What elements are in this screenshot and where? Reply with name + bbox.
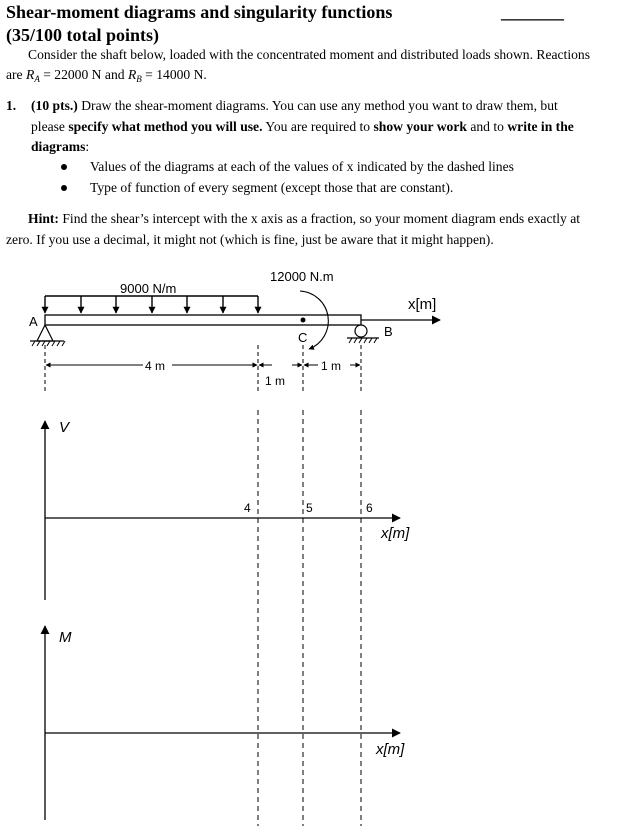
x-axis-label: x[m] (408, 296, 437, 313)
question-text-1: Draw the shear-moment diagrams. You can use any method you want to draw them, but (81, 98, 558, 113)
label-b: B (384, 324, 393, 339)
question-text-colon: : (85, 139, 90, 154)
score-blank: _______ (501, 2, 564, 22)
hint-text-1: Find the shear’s intercept with the x axis as a fraction, so your moment diagram ends exactly at (62, 211, 581, 226)
label-a: A (29, 314, 38, 329)
reaction-b-symbol: R (127, 67, 137, 82)
moment-axis-label: M (59, 629, 72, 646)
reaction-b-value: = 14000 N. (141, 67, 207, 82)
hint-label: Hint: (28, 211, 59, 226)
dim-1m-label-b: 1 m (321, 359, 342, 373)
tick-5: 5 (306, 501, 313, 515)
question-text-method: specify what method you will use. (68, 119, 263, 134)
question-text-show-work: show your work (373, 119, 467, 134)
dist-load-label: 9000 N/m (120, 281, 177, 296)
distributed-load (45, 296, 258, 313)
shear-x-label: x[m] (381, 525, 410, 542)
question-text-diagrams: diagrams (31, 139, 86, 154)
point-c-dot (301, 318, 306, 323)
question-text-write: write in the (507, 119, 574, 134)
shear-axis-label: V (59, 419, 70, 436)
tick-4: 4 (244, 501, 251, 515)
question-text-required: You are required to (265, 119, 371, 134)
roller-support-b (347, 325, 379, 343)
reaction-a-subscript: A (34, 74, 40, 84)
intro-line-1: Consider the shaft below, loaded with the concentrated moment and distributed loads shown. Reactions (28, 47, 590, 62)
moment-label: 12000 N.m (270, 269, 334, 284)
moment-diagram-axes (45, 626, 400, 820)
page-title: Shear-moment diagrams and singularity functions (6, 2, 393, 22)
question-text-please: please (31, 119, 65, 134)
shear-diagram-axes (45, 421, 400, 600)
intro-and: and (104, 67, 125, 82)
intro-are: are (6, 67, 23, 82)
dim-4m-label: 4 m (145, 359, 166, 373)
diagram-guide-lines (258, 410, 361, 826)
reaction-a-symbol: R (26, 67, 35, 82)
question-number: 1. (6, 98, 17, 113)
dimension-lines (45, 345, 361, 392)
question-text-and: and to (470, 119, 504, 134)
label-c: C (298, 330, 308, 345)
question-points: (10 pts.) (31, 98, 78, 113)
reaction-b-subscript: B (136, 74, 142, 84)
bullet-item-2: Type of function of every segment (except those that are constant). (90, 180, 454, 195)
bullet-item-1: Values of the diagrams at each of the values of x indicated by the dashed lines (90, 159, 514, 174)
shaft (45, 315, 361, 325)
tick-6: 6 (366, 501, 373, 515)
hint-line-2: zero. If you use a decimal, it might not (which is fine, just be aware that it might happen). (6, 232, 494, 247)
moment-x-label: x[m] (376, 741, 405, 758)
dim-1m-label-a: 1 m (265, 374, 286, 388)
reaction-a-value: = 22000 N (39, 67, 102, 82)
points-total: (35/100 total points) (6, 25, 159, 45)
